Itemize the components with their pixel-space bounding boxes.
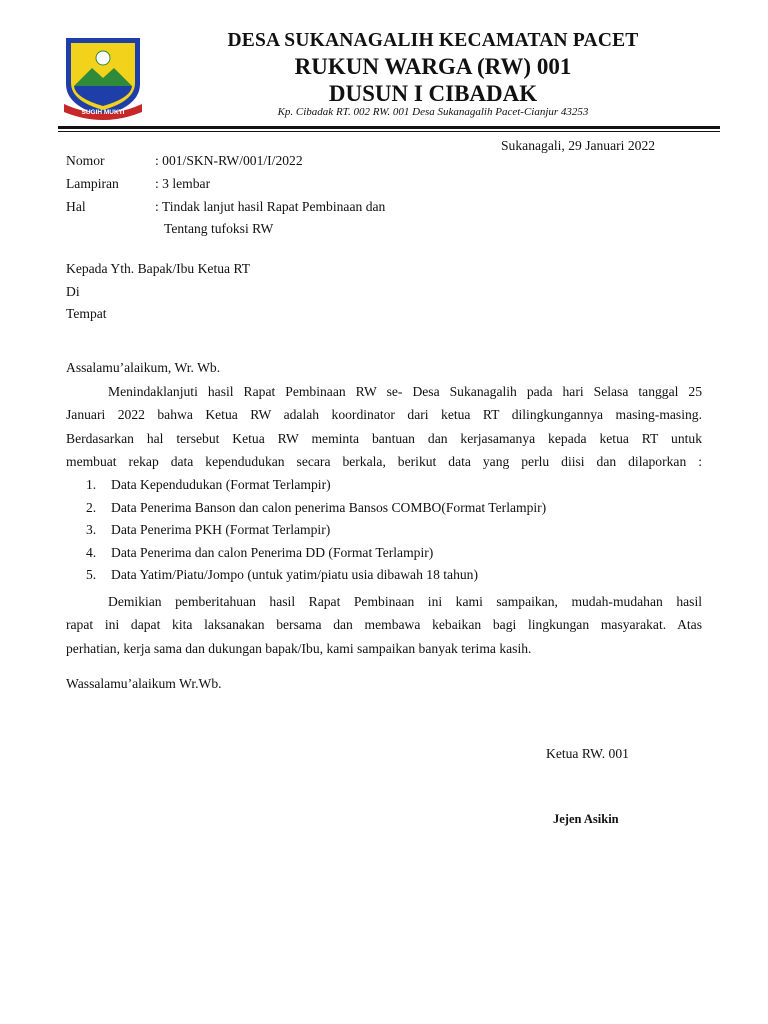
data-request-list [86, 474, 706, 587]
letterhead-village: DESA SUKANAGALIH KECAMATAN PACET [227, 30, 639, 51]
greeting: Assalamu’alaikum, Wr. Wb. [66, 360, 221, 375]
paragraph-line: Menindaklanjuti hasil Rapat Pembinaan RW se- Desa Sukanagalih pada hari Selasa tanggal 25 [108, 384, 702, 399]
letterhead-rw: RUKUN WARGA (RW) 001 [294, 54, 572, 79]
list-item-text: Data Yatim/Piatu/Jompo (untuk yatim/piatu usia dibawah 18 tahun) [111, 567, 478, 583]
paragraph-line: Januari 2022 bahwa Ketua RW adalah koordinator dari ketua RT dilingkungannya masing-masing. [66, 407, 702, 423]
body-paragraph-2 [66, 590, 702, 660]
lampiran-value: : 3 lembar [155, 176, 211, 191]
hal-value-line1: : Tindak lanjut hasil Rapat Pembinaan dan [155, 199, 386, 214]
list-item [86, 519, 706, 542]
letterhead-divider-thin [58, 131, 720, 132]
list-item-number: 4. [86, 544, 97, 560]
list-item [86, 497, 706, 520]
emblem-motto: SUGIH MUKTI [81, 109, 125, 116]
list-item-text: Data Penerima PKH (Format Terlampir) [111, 522, 331, 538]
list-item [86, 564, 706, 587]
nomor-label: Nomor [66, 153, 105, 168]
recipient-line2: Di [66, 284, 80, 299]
paragraph-line: Berdasarkan hal tersebut Ketua RW meminta bantuan dan kerjasamanya kepada ketua RT untuk [66, 430, 702, 446]
hal-value-line2: Tentang tufoksi RW [164, 221, 274, 236]
list-item-number: 3. [86, 522, 97, 538]
emblem-sun [96, 51, 110, 65]
letterhead-address: Kp. Cibadak RT. 002 RW. 001 Desa Sukanagalih Pacet-Cianjur 43253 [277, 106, 589, 118]
letter-date: Sukanagali, 29 Januari 2022 [501, 138, 656, 153]
paragraph-line: rapat ini dapat kita laksanakan bersama dan membawa kebaikan bagi lingkungan masyarakat. Atas [66, 617, 702, 633]
list-item-text: Data Penerima Banson dan calon penerima Bansos COMBO(Format Terlampir) [111, 499, 547, 515]
lampiran-label: Lampiran [66, 176, 119, 191]
list-item-text: Data Penerima dan calon Penerima DD (Format Terlampir) [111, 544, 434, 560]
list-item [86, 542, 706, 565]
letterhead-divider-thick [58, 126, 720, 129]
signature-title: Ketua RW. 001 [546, 746, 629, 761]
paragraph-line: perhatian, kerja sama dan dukungan bapak/Ibu, kami sampaikan banyak terima kasih. [66, 640, 532, 656]
list-item-number: 1. [86, 477, 97, 492]
letterhead-dusun: DUSUN I CIBADAK [328, 81, 538, 106]
list-item-number: 2. [86, 499, 97, 515]
body-paragraph-1 [66, 380, 702, 473]
recipient-line3: Tempat [66, 306, 107, 321]
list-item-number: 5. [86, 567, 97, 583]
nomor-value: : 001/SKN-RW/001/I/2022 [155, 153, 303, 168]
village-emblem [62, 34, 144, 120]
closing-salutation: Wassalamu’alaikum Wr.Wb. [66, 676, 222, 691]
hal-label: Hal [66, 199, 86, 214]
paragraph-line: Demikian pemberitahuan hasil Rapat Pembinaan ini kami sampaikan, mudah-mudahan hasil [108, 594, 702, 609]
list-item-text: Data Kependudukan (Format Terlampir) [111, 477, 331, 492]
recipient-line1: Kepada Yth. Bapak/Ibu Ketua RT [66, 261, 251, 276]
paragraph-line: membuat rekap data kependudukan secara berkala, berikut data yang perlu diisi dan dilaporkan : [66, 453, 702, 469]
signature-name: Jejen Asikin [553, 812, 619, 826]
list-item [86, 474, 706, 497]
